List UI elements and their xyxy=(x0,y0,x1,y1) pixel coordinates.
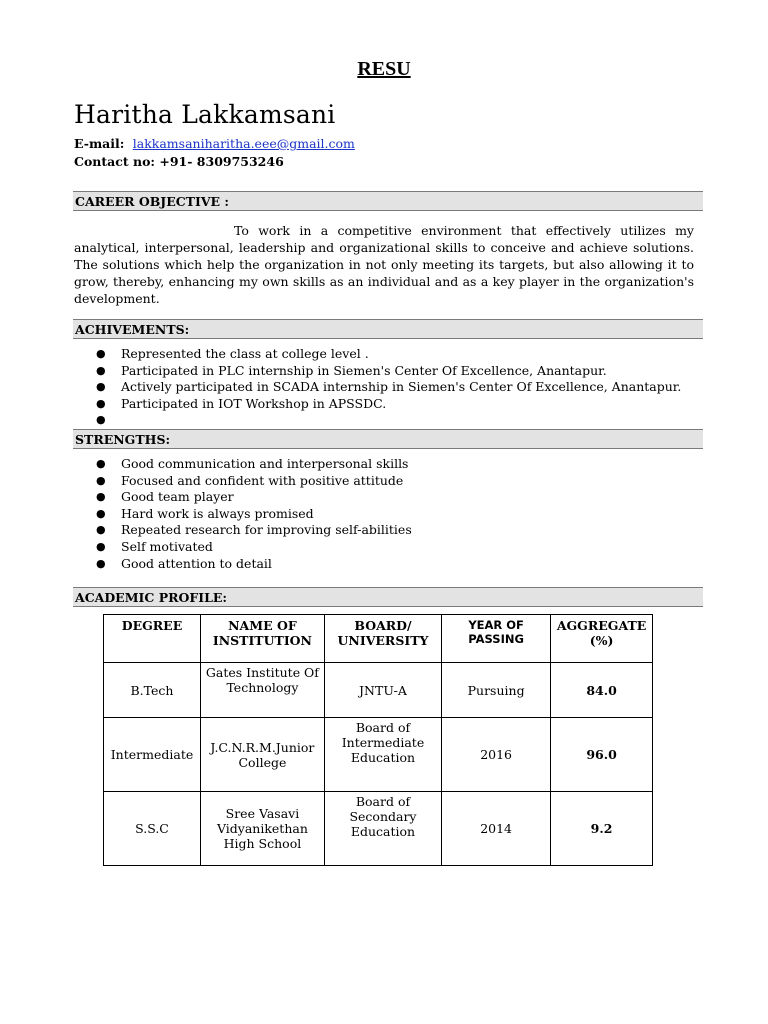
list-item: ● Good attention to detail xyxy=(96,555,272,571)
cell-year: 2016 xyxy=(442,718,551,792)
cell-institution: Sree Vasavi Vidyanikethan High School xyxy=(201,792,325,866)
cell-degree: S.S.C xyxy=(104,792,201,866)
table-row xyxy=(104,792,653,866)
col-header-aggregate: AGGREGATE (%) xyxy=(551,615,653,663)
page-title: RESU xyxy=(357,58,411,80)
list-item: ● Repeated research for improving self-abilities xyxy=(96,522,412,538)
col-header-year: YEAR OF PASSING xyxy=(442,615,551,663)
bullet-icon: ● xyxy=(96,347,106,360)
cell-aggregate: 9.2 xyxy=(551,792,653,866)
bullet-icon: ● xyxy=(96,457,106,470)
cell-institution: Gates Institute Of Technology xyxy=(201,663,325,718)
career-objective-text: To work in a competitive environment that effectively utilizes my analytical, interpersonal, leadership and organizational skills to conceive and achieve solutions. The solutions which help the organization in not only meeting its targets, but also allowing it to grow, thereby, enhancing my own skills as an individual and as a key player in the organization's development. xyxy=(74,223,694,306)
list-item: ● Represented the class at college level . xyxy=(96,346,369,361)
cell-aggregate: 84.0 xyxy=(551,663,653,718)
bullet-icon: ● xyxy=(96,539,106,553)
phone-line xyxy=(74,154,284,169)
strengths-heading: STRENGTHS: xyxy=(73,429,703,449)
career-objective-heading: CAREER OBJECTIVE : xyxy=(73,191,703,211)
table-header-row xyxy=(104,615,653,663)
bullet-icon: ● xyxy=(96,396,106,410)
list-item: ● Good team player xyxy=(96,489,234,505)
cell-degree: B.Tech xyxy=(104,663,201,718)
bullet-icon: ● xyxy=(96,523,106,537)
bullet-icon: ● xyxy=(96,556,106,570)
list-item: ● Good communication and interpersonal skills xyxy=(96,456,409,471)
bullet-icon: ● xyxy=(96,506,106,520)
strengths-list xyxy=(96,456,412,572)
achievements-heading: ACHIVEMENTS: xyxy=(73,319,703,339)
list-item: ● Participated in IOT Workshop in APSSDC. xyxy=(96,395,387,411)
cell-year: Pursuing xyxy=(442,663,551,718)
list-item: ● Actively participated in SCADA internship in Siemen's Center Of Excellence, Anantapur. xyxy=(96,379,682,395)
academic-heading: ACADEMIC PROFILE: xyxy=(73,587,703,607)
achievements-list xyxy=(96,346,681,429)
cell-institution: J.C.N.R.M.Junior College xyxy=(201,718,325,792)
cell-board: Board of Secondary Education xyxy=(324,792,441,866)
bullet-icon: ● xyxy=(96,380,106,394)
list-item: ● Focused and confident with positive attitude xyxy=(96,472,404,488)
bullet-icon: ● xyxy=(96,413,106,427)
list-item xyxy=(96,412,681,429)
cell-degree: Intermediate xyxy=(104,718,201,792)
cell-aggregate: 96.0 xyxy=(551,718,653,792)
col-header-degree: DEGREE xyxy=(104,615,201,663)
col-header-board: BOARD/ UNIVERSITY xyxy=(324,615,441,663)
table-row xyxy=(104,718,653,792)
candidate-name: Haritha Lakkamsani xyxy=(74,100,336,129)
email-label: E-mail: xyxy=(74,136,125,151)
cell-board: JNTU-A xyxy=(324,663,441,718)
phone-number: +91- 8309753246 xyxy=(159,154,284,169)
bullet-icon: ● xyxy=(96,473,106,487)
cell-board: Board of Intermediate Education xyxy=(324,718,441,792)
list-item: ● Hard work is always promised xyxy=(96,505,314,521)
bullet-icon: ● xyxy=(96,363,106,377)
academic-table xyxy=(103,614,653,866)
table-row xyxy=(104,663,653,718)
cell-year: 2014 xyxy=(442,792,551,866)
list-item: ● Self motivated xyxy=(96,538,213,554)
email-line xyxy=(74,136,355,151)
bullet-icon: ● xyxy=(96,490,106,504)
col-header-institution: NAME OF INSTITUTION xyxy=(201,615,325,663)
email-link[interactable]: lakkamsaniharitha.eee@gmail.com xyxy=(132,136,355,151)
phone-label: Contact no: xyxy=(74,154,156,169)
list-item: ● Participated in PLC internship in Siemen's Center Of Excellence, Anantapur. xyxy=(96,362,607,378)
